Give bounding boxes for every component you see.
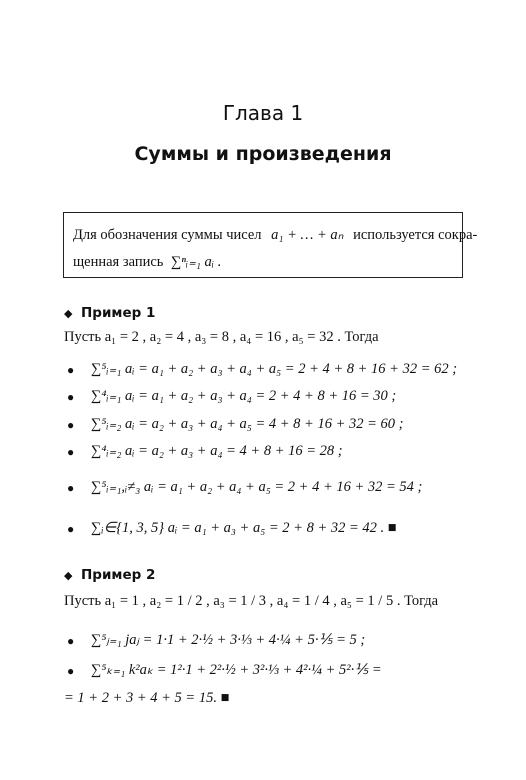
bullet-icon: ●	[67, 418, 75, 432]
diamond-bullet-icon: ◆	[64, 307, 73, 320]
bullet-icon: ●	[67, 445, 75, 459]
definition-line-2	[73, 254, 221, 271]
definition-formula-1: a₁ + … + aₙ	[271, 227, 344, 243]
bullet-icon: ●	[67, 634, 75, 648]
formula: ∑⁵ⱼ₌₁ jaⱼ = 1·1 + 2·½ + 3·⅓ + 4·¼ + 5·⅕ = 5 ;	[91, 632, 366, 648]
definition-text-1: Для обозначения суммы чисел	[73, 227, 262, 243]
formula: ∑⁵ᵢ₌₁,ᵢ≠₃ aᵢ = a₁ + a₂ + a₄ + a₅ = 2 + 4 + 16 + 32 = 54 ;	[91, 479, 423, 495]
definition-text-3: щенная запись	[73, 254, 164, 270]
example-1-heading	[64, 305, 155, 321]
formula: ∑⁵ₖ₌₁ k²aₖ = 1²·1 + 2²·½ + 3²·⅓ + 4²·¼ + 5²·⅕ =	[91, 662, 382, 678]
definition-text-2: используется сокра-	[353, 227, 478, 243]
formula: ∑⁵ᵢ₌₂ aᵢ = a₂ + a₃ + a₄ + a₅ = 4 + 8 + 16 + 32 = 60 ;	[91, 416, 404, 432]
bullet-icon: ●	[67, 664, 75, 678]
diamond-bullet-icon: ◆	[64, 569, 73, 582]
example-1-heading-text: Пример 1	[81, 305, 156, 321]
example-2-continuation: = 1 + 2 + 3 + 4 + 5 = 15. ■	[64, 690, 230, 706]
example-1-intro: Пусть a₁ = 2 , a₂ = 4 , a₃ = 8 , a₄ = 16 , a₅ = 32 . Тогда	[64, 329, 379, 345]
formula: ∑⁴ᵢ₌₂ aᵢ = a₂ + a₃ + a₄ = 4 + 8 + 16 = 28 ;	[91, 443, 343, 459]
formula: ∑ᵢ∈{1, 3, 5} aᵢ = a₁ + a₃ + a₅ = 2 + 8 + 32 = 42 . ■	[91, 520, 397, 536]
example-2-heading-text: Пример 2	[81, 567, 156, 583]
formula: ∑⁵ᵢ₌₁ aᵢ = a₁ + a₂ + a₃ + a₄ + a₅ = 2 + 4 + 8 + 16 + 32 = 62 ;	[91, 361, 458, 377]
bullet-icon: ●	[67, 390, 75, 404]
bullet-icon: ●	[67, 481, 75, 495]
formula: ∑⁴ᵢ₌₁ aᵢ = a₁ + a₂ + a₃ + a₄ = 2 + 4 + 8 + 16 = 30 ;	[91, 388, 397, 404]
definition-formula-2: ∑ⁿᵢ₌₁ aᵢ .	[171, 254, 222, 270]
example-2-intro: Пусть a₁ = 1 , a₂ = 1 / 2 , a₃ = 1 / 3 , a₄ = 1 / 4 , a₅ = 1 / 5 . Тогда	[64, 593, 439, 609]
bullet-icon: ●	[67, 363, 75, 377]
example-2-heading	[64, 567, 155, 583]
chapter-title: Суммы и произведения	[134, 143, 392, 165]
chapter-number: Глава 1	[222, 101, 304, 125]
definition-line-1	[73, 227, 477, 244]
definition-box	[63, 212, 478, 278]
bullet-icon: ●	[67, 522, 75, 536]
